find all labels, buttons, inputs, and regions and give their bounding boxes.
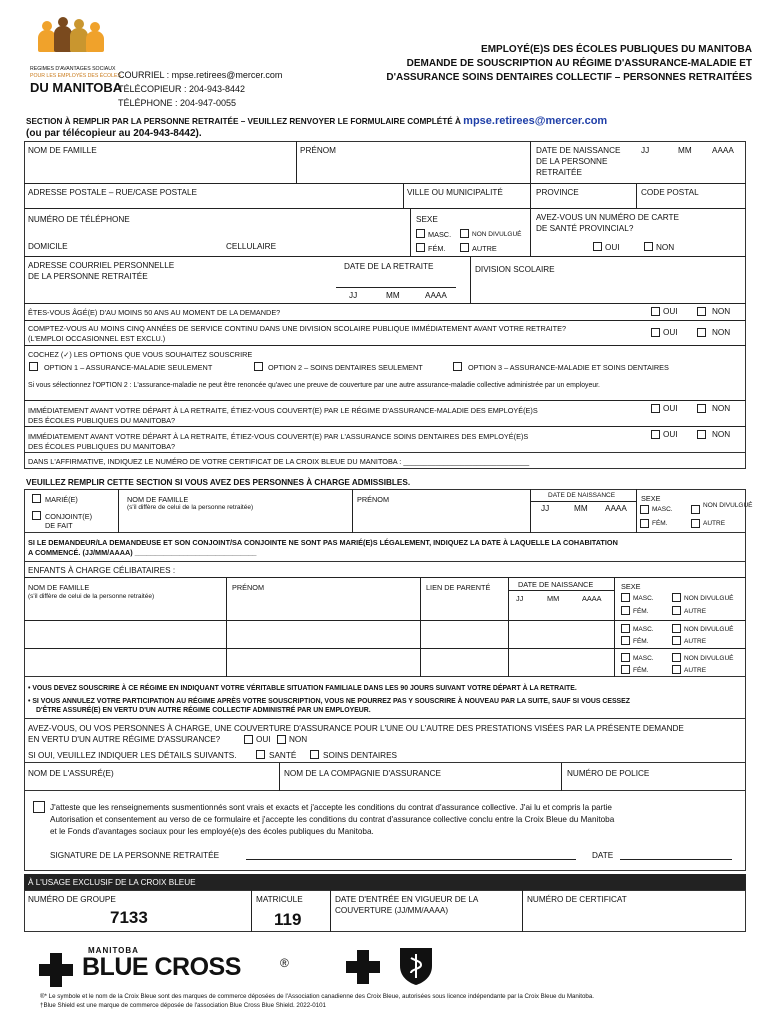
org-name-line3: DU MANITOBA [30,80,123,95]
other-coverage-q-line2: EN VERTU D'UN AUTRE RÉGIME D'ASSURANCE? [28,735,221,744]
qdent-oui-checkbox[interactable] [651,430,660,439]
q50-non-checkbox[interactable] [697,307,706,316]
qsante-non-checkbox[interactable] [697,404,706,413]
enfants-title: ENFANTS À CHARGE CÉLIBATAIRES : [28,566,176,575]
other-coverage-non-checkbox[interactable] [277,735,286,744]
other-coverage-q-line1: AVEZ-VOUS, OU VOS PERSONNES À CHARGE, UNE COUVERTURE D'ASSURANCE POUR L'UNE OU L'AUTRE DES PRESTATIONS VISÉES PAR LA PRÉSENTE DEMANDE [28,724,684,733]
dob-label-line1: DATE DE NAISSANCE [536,146,621,155]
matricule-value: 119 [274,910,302,929]
attestation-line1: J'atteste que les renseignements susmentionnés sont vrais et exacts et j'accepte les conditions du contrat d'assurance collective. J'ai lu et compris la partie [50,803,612,812]
sexe-fem-label: FÉM. [428,244,446,253]
signature-line[interactable] [246,859,576,860]
question-5-ans-line2: (L'EMPLOI OCCASIONNEL EST EXCLU.) [28,334,166,343]
child3-nondiv-label: NON DIVULGUÉ [684,655,734,662]
qdent-non-checkbox[interactable] [697,430,706,439]
signature-date-line[interactable] [620,859,732,860]
qsante-oui-checkbox[interactable] [651,404,660,413]
retraite-mm[interactable]: MM [386,291,400,300]
q5-oui-checkbox[interactable] [651,328,660,337]
field-cellulaire[interactable]: CELLULAIRE [226,242,277,251]
brand-small: MANITOBA [88,946,139,955]
question-dentaire-line1: IMMÉDIATEMENT AVANT VOTRE DÉPART À LA RETRAITE, ÉTIEZ-VOUS COUVERT(E) PAR L'ASSURANCE SOINS DENTAIRES DES EMPLOYÉ(E)S [28,432,529,441]
attestation-checkbox[interactable] [33,801,45,813]
section2-title: VEUILLEZ REMPLIR CETTE SECTION SI VOUS AVEZ DES PERSONNES À CHARGE ADMISSIBLES. [26,478,411,487]
cohabitation-line1: SI LE DEMANDEUR/LA DEMANDEUSE ET SON CONJOINT/SA CONJOINTE NE SONT PAS MARIÉ(E)S LÉGALEMENT, INDIQUEZ LA DATE À LAQUELLE LA COHABITATION [28,538,618,547]
child-nom-note: (s'il diffère de celui de la personne retraitée) [28,593,155,600]
sexe-label: SEXE [416,215,438,224]
sexe-autre-label: AUTRE [472,244,497,253]
conjoint-label-line1: CONJOINT(E) [45,512,93,521]
form-title-line1: EMPLOYÉ(E)S DES ÉCOLES PUBLIQUES DU MANITOBA [481,44,752,55]
org-name-line2: POUR LES EMPLOYÉS DES ÉCOLES [30,73,121,79]
dob-label-line2: DE LA PERSONNE [536,157,608,166]
dob-label-line3: RETRAITÉE [536,168,582,177]
field-nom[interactable]: NOM DE FAMILLE [28,146,97,155]
spouse-masc-checkbox[interactable] [640,505,649,514]
si-oui-label: SI OUI, VEUILLEZ INDIQUER LES DÉTAILS SUIVANTS. [28,751,237,760]
spouse-fem-checkbox[interactable] [640,519,649,528]
carte-oui-checkbox[interactable] [593,242,602,251]
brand-name: BLUE CROSS [82,953,241,981]
dob-mm[interactable]: MM [678,146,692,155]
groupe-label: NUMÉRO DE GROUPE [28,895,116,904]
option2-checkbox[interactable] [254,362,263,371]
carte-oui-label: OUI [605,243,620,252]
option1-checkbox[interactable] [29,362,38,371]
retraite-aaaa[interactable]: AAAA [425,291,447,300]
date-retraite-label: DATE DE LA RETRAITE [344,262,434,271]
carte-question-line1: AVEZ-VOUS UN NUMÉRO DE CARTE [536,213,679,222]
office-use-title: À L'USAGE EXCLUSIF DE LA CROIX BLEUE [28,878,196,887]
certif-label: NUMÉRO DE CERTIFICAT [527,895,627,904]
child2-masc-label: MASC. [633,626,654,633]
courriel-label-line1: ADRESSE COURRIEL PERSONNELLE [28,261,175,270]
field-domicile[interactable]: DOMICILE [28,242,68,251]
other-coverage-oui-label: OUI [256,735,271,744]
section1-instruction: SECTION À REMPLIR PAR LA PERSONNE RETRAITÉE – VEUILLEZ RENVOYER LE FORMULAIRE COMPLÉTÉ À mpse.retirees@mercer.com [26,115,608,127]
spouse-masc-label: MASC. [652,506,673,513]
form-title-line3: D'ASSURANCE SOINS DENTAIRES COLLECTIF – PERSONNES RETRAITÉES [386,72,752,83]
q5-oui-label: OUI [663,328,678,337]
child2-fem-label: FÉM. [633,638,649,645]
child3-masc-checkbox[interactable] [621,653,630,662]
spouse-prenom[interactable]: PRÉNOM [357,495,390,504]
child-dob-aaaa: AAAA [582,594,602,603]
child1-masc-label: MASC. [633,595,654,602]
groupe-value: 7133 [110,908,148,927]
notice-bullet2-line2: D'ÊTRE ASSURÉ(E) EN VERTU D'UN AUTRE RÉGIME COLLECTIF ADMINISTRÉ PAR UN EMPLOYEUR. [36,707,371,714]
spouse-nom-label[interactable]: NOM DE FAMILLE [127,495,189,504]
sante-label: SANTÉ [269,751,297,760]
child-dob-mm: MM [547,594,560,603]
org-name-line1: REGIMES D'AVANTAGES SOCIAUX [30,66,116,72]
child-sexe-label: SEXE [621,582,641,591]
nom-assure-field[interactable]: NOM DE L'ASSURÉ(E) [28,769,114,778]
child3-masc-label: MASC. [633,655,654,662]
child-dob-label: DATE DE NAISSANCE [518,580,594,589]
spouse-nondiv-label: NON DIVULGUÉ [703,502,753,509]
spouse-sexe-label: SEXE [641,494,661,503]
child3-fem-checkbox[interactable] [621,665,630,674]
field-ville[interactable]: VILLE OU MUNICIPALITÉ [407,188,503,197]
question-sante-line1: IMMÉDIATEMENT AVANT VOTRE DÉPART À LA RETRAITE, ÉTIEZ-VOUS COUVERT(E) PAR LE RÉGIME D'ASSURANCE-MALADIE DES EMPLOYÉ(E)S [28,406,538,415]
spouse-nom-note: (s'il diffère de celui de la personne retraitée) [127,504,254,511]
contact-email: COURRIEL : mpse.retirees@mercer.com [118,70,283,80]
field-division[interactable]: DIVISION SCOLAIRE [475,265,555,274]
field-code-postal[interactable]: CODE POSTAL [641,188,699,197]
q5-non-checkbox[interactable] [697,328,706,337]
options-instruction: COCHEZ (✓) LES OPTIONS QUE VOUS SOUHAITEZ SOUSCRIRE [28,350,253,359]
contact-fax: TÉLÉCOPIEUR : 204-943-8442 [118,84,246,94]
child1-masc-checkbox[interactable] [621,593,630,602]
cohabitation-line2[interactable]: A COMMENCÉ. (JJ/MM/AAAA) ______________________________ [28,548,257,557]
question-5-ans-line1: COMPTEZ-VOUS AU MOINS CINQ ANNÉES DE SERVICE CONTINU DANS UNE DIVISION SCOLAIRE PUBLIQUE IMMÉDIATEMENT AVANT VOTRE RETRAITE? [28,324,567,333]
child-nom-label: NOM DE FAMILLE [28,583,90,592]
child2-nondiv-label: NON DIVULGUÉ [684,626,734,633]
spouse-dob-mm[interactable]: MM [574,504,588,513]
sexe-nondivulgue-label: NON DIVULGUÉ [472,231,522,238]
sexe-masc-checkbox[interactable] [416,229,425,238]
marie-checkbox[interactable] [32,494,41,503]
return-email-link[interactable]: mpse.retirees@mercer.com [463,115,608,127]
brand-reg: ® [280,956,289,970]
spouse-dob-aaaa[interactable]: AAAA [605,504,627,513]
signature-label: SIGNATURE DE LA PERSONNE RETRAITÉE [50,851,220,860]
option2-label: OPTION 2 – SOINS DENTAIRES SEULEMENT [268,363,423,372]
contact-phone: TÉLÉPHONE : 204-947-0055 [118,98,237,108]
carte-non-checkbox[interactable] [644,242,653,251]
child2-autre-checkbox[interactable] [672,636,681,645]
sexe-nondivulgue-checkbox[interactable] [460,229,469,238]
child2-nondiv-checkbox[interactable] [672,624,681,633]
police-field[interactable]: NUMÉRO DE POLICE [567,769,650,778]
date-vigueur-line2: COUVERTURE (JJ/MM/AAAA) [335,906,449,915]
child3-nondiv-checkbox[interactable] [672,653,681,662]
child1-fem-label: FÉM. [633,608,649,615]
conjoint-label-line2: DE FAIT [45,521,73,530]
field-province[interactable]: PROVINCE [536,188,579,197]
q50-non-label: NON [712,307,731,316]
footer-note1: ®* Le symbole et le nom de la Croix Bleue sont des marques de commerce déposées de l'Association canadienne des Croix Bleue, autorisées sous licence indépendante par la Croix Bleue du Manitoba. [40,993,594,1000]
child2-autre-label: AUTRE [684,638,707,645]
child3-autre-label: AUTRE [684,667,707,674]
form-title-line2: DEMANDE DE SOUSCRIPTION AU RÉGIME D'ASSURANCE-MALADIE ET [406,58,752,69]
field-prenom[interactable]: PRÉNOM [300,146,336,155]
shield-icon [398,946,434,986]
spouse-dob-label: DATE DE NAISSANCE [548,492,616,499]
retraite-jj[interactable]: JJ [349,291,358,300]
carte-non-label: NON [656,243,675,252]
child1-autre-label: AUTRE [684,608,707,615]
sante-checkbox[interactable] [256,750,265,759]
marie-label: MARIÉ(E) [45,495,78,504]
question-dentaire-line2: DES ÉCOLES PUBLIQUES DU MANITOBA? [28,442,176,451]
spouse-autre-checkbox[interactable] [691,519,700,528]
q50-oui-checkbox[interactable] [651,307,660,316]
spouse-fem-label: FÉM. [652,520,668,527]
qsante-oui-label: OUI [663,404,678,413]
signature-date-label: DATE [592,851,614,860]
child1-autre-checkbox[interactable] [672,606,681,615]
attestation-line3: et le Fonds d'avantages sociaux pour les employé(e)s des écoles publiques du Manitoba. [50,827,374,836]
child-prenom-label: PRÉNOM [232,583,265,592]
question-50-ans: ÊTES-VOUS ÂGÉ(E) D'AU MOINS 50 ANS AU MOMENT DE LA DEMANDE? [28,308,281,317]
sexe-fem-checkbox[interactable] [416,243,425,252]
section1-fax-note: (ou par télécopieur au 204-943-8442). [26,128,202,139]
other-coverage-oui-checkbox[interactable] [244,735,253,744]
field-adresse[interactable]: ADRESSE POSTALE – RUE/CASE POSTALE [28,188,197,197]
child1-fem-checkbox[interactable] [621,606,630,615]
child1-nondiv-checkbox[interactable] [672,593,681,602]
date-vigueur-line1: DATE D'ENTRÉE EN VIGUEUR DE LA [335,895,479,904]
notice-bullet1: • VOUS DEVEZ SOUSCRIRE À CE RÉGIME EN INDIQUANT VOTRE VÉRITABLE SITUATION FAMILIALE DANS LES 90 JOURS SUIVANT VOTRE DÉPART À LA RETRAITE. [28,685,577,692]
spouse-autre-label: AUTRE [703,520,726,527]
child3-fem-label: FÉM. [633,667,649,674]
sexe-autre-checkbox[interactable] [460,243,469,252]
child1-nondiv-label: NON DIVULGUÉ [684,595,734,602]
field-telephone-label: NUMÉRO DE TÉLÉPHONE [28,215,130,224]
child2-fem-checkbox[interactable] [621,636,630,645]
soins-dentaires-label: SOINS DENTAIRES [323,751,398,760]
footer-note2: †Blue Shield est une marque de commerce déposée de l'association Blue Cross Blue Shield. 2022-0101 [40,1002,326,1009]
spouse-nondiv-checkbox[interactable] [691,505,700,514]
carte-question-line2: DE SANTÉ PROVINCIAL? [536,224,634,233]
sexe-masc-label: MASC. [428,230,452,239]
child-lien-label: LIEN DE PARENTÉ [426,583,491,592]
other-coverage-non-label: NON [289,735,308,744]
compagnie-field[interactable]: NOM DE LA COMPAGNIE D'ASSURANCE [284,769,442,778]
child2-masc-checkbox[interactable] [621,624,630,633]
q50-oui-label: OUI [663,307,678,316]
q5-non-label: NON [712,328,731,337]
conjoint-checkbox[interactable] [32,511,41,520]
option1-label: OPTION 1 – ASSURANCE-MALADIE SEULEMENT [44,363,213,372]
option3-checkbox[interactable] [453,362,462,371]
qdent-oui-label: OUI [663,430,678,439]
spouse-dob-jj[interactable]: JJ [541,504,550,513]
certificat-field[interactable]: DANS L'AFFIRMATIVE, INDIQUEZ LE NUMÉRO DE VOTRE CERTIFICAT DE LA CROIX BLEUE DU MANITOBA : _______________________________ [28,457,530,466]
question-sante-line2: DES ÉCOLES PUBLIQUES DU MANITOBA? [28,416,176,425]
courriel-label-line2: DE LA PERSONNE RETRAITÉE [28,272,148,281]
option2-note: Si vous sélectionnez l'OPTION 2 : L'assurance-maladie ne peut être renoncée qu'avec une preuve de couverture par une autre assurance-maladie collective administrée par un employeur. [28,382,600,389]
soins-dentaires-checkbox[interactable] [310,750,319,759]
dob-jj[interactable]: JJ [641,146,650,155]
qdent-non-label: NON [712,430,731,439]
matricule-label: MATRICULE [256,895,303,904]
qsante-non-label: NON [712,404,731,413]
dob-aaaa[interactable]: AAAA [712,146,734,155]
child3-autre-checkbox[interactable] [672,665,681,674]
notice-bullet2-line1: • SI VOUS ANNULEZ VOTRE PARTICIPATION AU RÉGIME APRÈS VOTRE SOUSCRIPTION, VOUS NE POURREZ PAS Y SOUSCRIRE À NOUVEAU PAR LA SUITE, SAUF SI VOUS CESSEZ [28,698,630,705]
attestation-line2: Autorisation et consentement au verso de ce formulaire et j'accepte les conditions du contrat d'assurance collective conclu entre la Croix Bleue du Manitoba [50,815,615,824]
child-dob-jj: JJ [516,594,524,603]
option3-label: OPTION 3 – ASSURANCE-MALADIE ET SOINS DENTAIRES [468,363,669,372]
